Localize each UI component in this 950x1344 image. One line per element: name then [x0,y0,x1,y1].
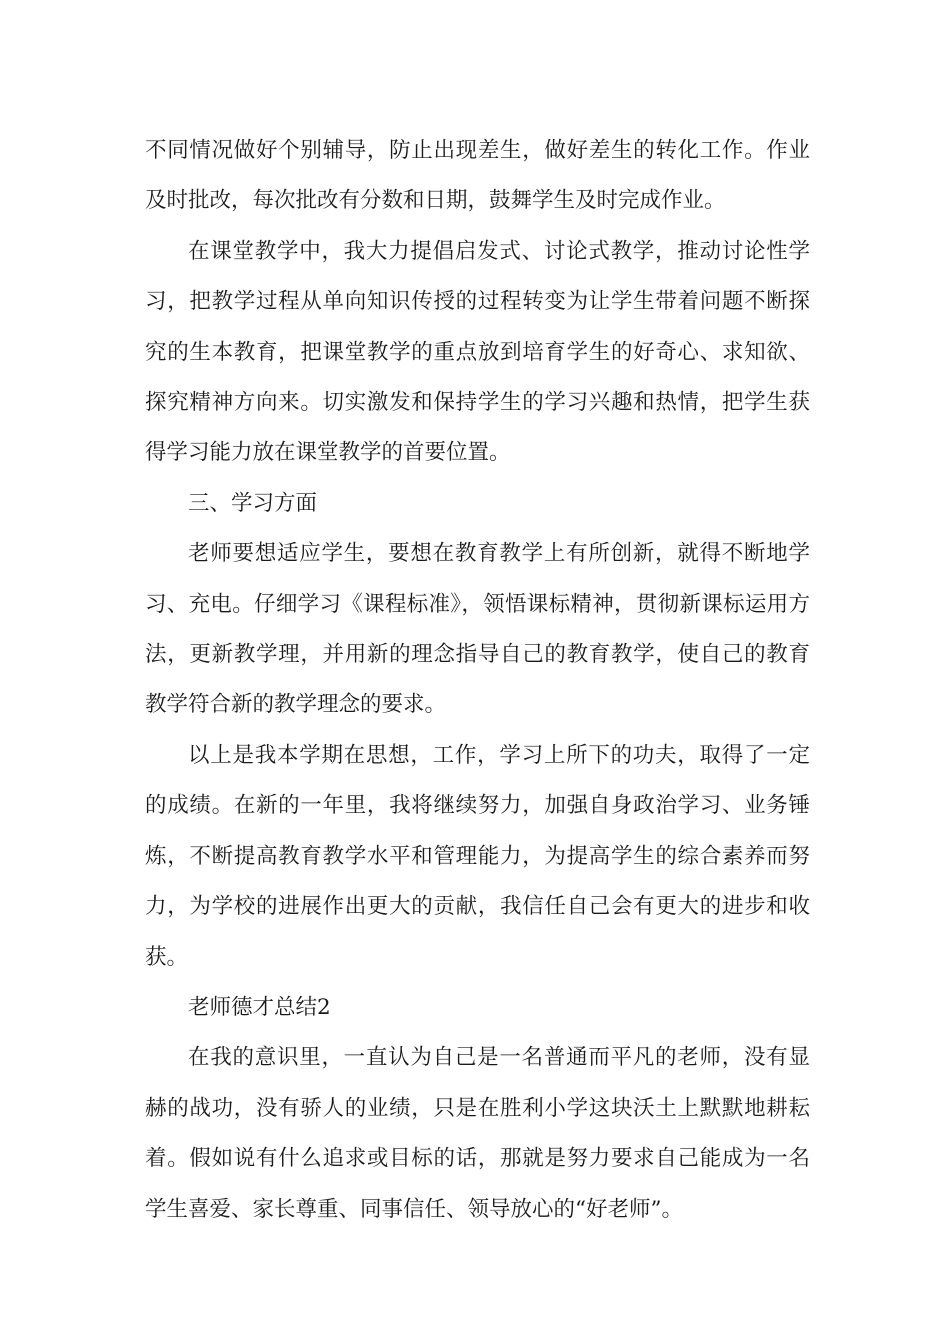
paragraph-1: 不同情况做好个别辅导，防止出现差生，做好差生的转化工作。作业及时批改，每次批改有分数和日期，鼓舞学生及时完成作业。 [145,138,810,214]
document-body [145,126,810,1235]
section-heading-summary-2: 老师德才总结2 [188,994,331,1020]
paragraph-3: 老师要想适应学生，要想在教育教学上有所创新，就得不断地学习、充电。仔细学习《课程标准》，领悟课标精神，贯彻新课标运用方法，更新教学理，并用新的理念指导自己的教育教学，使自己的教育教学符合新的教学理念的要求。 [145,541,810,718]
paragraph-5: 在我的意识里，一直认为自己是一名普通而平凡的老师，没有显赫的战功，没有骄人的业绩，只是在胜利小学这块沃土上默默地耕耘着。假如说有什么追求或目标的话，那就是努力要求自己能成为一名学生喜爱、家长尊重、同事信任、领导放心的“好老师”。 [145,1045,810,1222]
paragraph-4: 以上是我本学期在思想，工作，学习上所下的功夫，取得了一定的成绩。在新的一年里，我将继续努力，加强自身政治学习、业务锤炼，不断提高教育教学水平和管理能力，为提高学生的综合素养而努力，为学校的进展作出更大的贡献，我信任自己会有更大的进步和收获。 [145,742,810,970]
paragraph-2: 在课堂教学中，我大力提倡启发式、讨论式教学，推动讨论性学习，把教学过程从单向知识传授的过程转变为让学生带着问题不断探究的生本教育，把课堂教学的重点放到培育学生的好奇心、求知欲、探究精神方向来。切实激发和保持学生的学习兴趣和热情，把学生获得学习能力放在课堂教学的首要位置。 [145,238,810,466]
section-heading-study: 三、学习方面 [188,490,318,516]
